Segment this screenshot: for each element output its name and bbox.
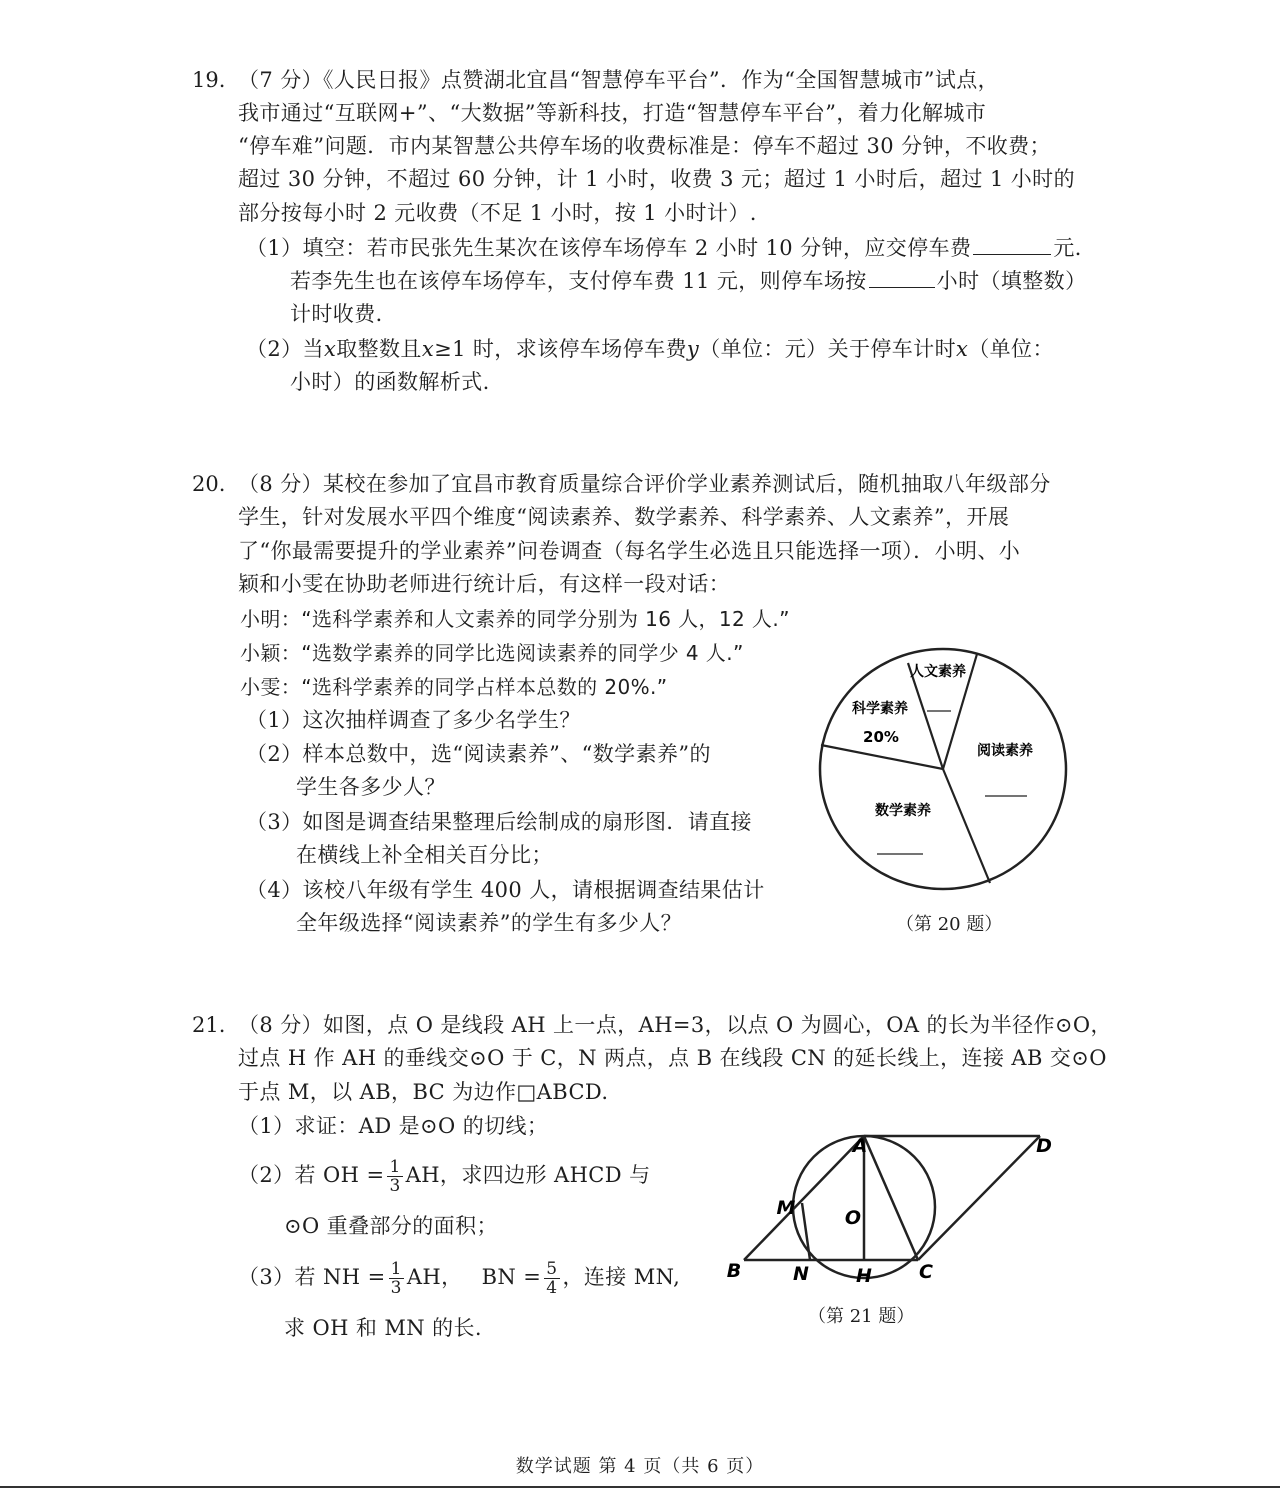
q19-part1-line-c: 计时收费．: [290, 302, 397, 326]
q19-part1-text: （1）填空：若市民张先生某次在该停车场停车 2 小时 10 分钟，应交停车费: [246, 236, 972, 260]
var-x: x: [421, 337, 435, 361]
pie-divider-4: [821, 745, 943, 769]
q21-p2-seg2: AH，求四边形 AHCD 与: [405, 1163, 651, 1187]
q20-text-line-4: 颖和小雯在协助老师进行统计后，有这样一段对话：: [238, 572, 731, 596]
fraction-one-third: [387, 1158, 402, 1195]
var-x: x: [323, 337, 337, 361]
label-c: C: [919, 1261, 933, 1283]
q19-number: 19.: [192, 68, 226, 92]
fraction-numerator: 1: [390, 1259, 402, 1279]
q19-text-line-5: 部分按每小时 2 元收费（不足 1 小时，按 1 小时计）.: [238, 201, 757, 225]
q20-part1: （1）这次抽样调查了多少名学生？: [246, 708, 581, 732]
fraction-numerator: 5: [546, 1259, 558, 1279]
fraction-denominator: 3: [389, 1176, 401, 1196]
dialog-xiaoying: 小颖：“选数学素养的同学比选阅读素养的同学少 4 人.”: [240, 641, 744, 665]
q20-part4-a: （4）该校八年级有学生 400 人，请根据调查结果估计: [246, 878, 765, 902]
pie-label-renwen: 人文素养: [910, 664, 966, 680]
fraction-one-third: [389, 1260, 404, 1297]
fraction-denominator: 4: [546, 1278, 558, 1298]
q21-text-line-3: 于点 M，以 AB，BC 为边作□ABCD.: [238, 1080, 609, 1104]
q20-part3-b: 在横线上补全相关百分比；: [296, 843, 553, 867]
q21-text-line-1: （8 分）如图，点 O 是线段 AH 上一点，AH=3，以点 O 为圆心，OA 的长为半径作⊙O，: [238, 1013, 1112, 1037]
q19-part1b-end: 小时（填整数）: [936, 269, 1087, 293]
q21-part3-line-b: 求 OH 和 MN 的长.: [284, 1316, 482, 1340]
dialog-xiaowen: 小雯：“选科学素养的同学占样本总数的 20%.”: [240, 675, 668, 699]
answer-blank-hours: [869, 265, 935, 288]
label-h: H: [856, 1265, 872, 1287]
q20-part4-b: 全年级选择“阅读素养”的学生有多少人？: [296, 911, 683, 935]
q19-part1-end: 元．: [1053, 236, 1097, 260]
q21-part1: （1）求证：AD 是⊙O 的切线；: [238, 1114, 549, 1138]
segment-ac: [864, 1136, 918, 1260]
q20-figure-caption: （第 20 题）: [896, 914, 1003, 935]
var-y: y: [686, 337, 700, 361]
q21-text-line-2: 过点 H 作 AH 的垂线交⊙O 于 C，N 两点，点 B 在线段 CN 的延长线上，连接 AB 交⊙O: [238, 1046, 1107, 1070]
label-d: D: [1036, 1135, 1052, 1157]
q20-text-line-3: 了“你最需要提升的学业素养”问卷调查（每名学生必选且只能选择一项）．小明、小: [238, 539, 1021, 563]
label-b: B: [726, 1260, 742, 1282]
q21-number: 21.: [192, 1013, 226, 1037]
dialog-xiaoming: 小明：“选科学素养和人文素养的同学分别为 16 人，12 人.”: [240, 607, 790, 631]
geometry-figure: [722, 1130, 1062, 1305]
q19-part2-line-b: 小时）的函数解析式.: [290, 370, 490, 394]
label-m: M: [776, 1197, 796, 1219]
q19-part1-line-a: [246, 232, 1096, 265]
q19-p2-seg1: （2）当: [246, 337, 324, 361]
q21-p3-seg1: （3）若 NH =: [238, 1265, 386, 1289]
label-o: O: [844, 1207, 862, 1229]
pie-label-kexue-pct: 20%: [863, 728, 899, 746]
segment-mn: [802, 1203, 810, 1260]
q20-number: 20.: [192, 472, 226, 496]
q19-text-line-3: “停车难”问题．市内某智慧公共停车场的收费标准是：停车不超过 30 分钟，不收费；: [238, 134, 1051, 158]
pie-chart-figure: [815, 645, 1075, 900]
pie-label-yuedu: 阅读素养: [977, 743, 1033, 759]
answer-blank-fee: [973, 232, 1051, 255]
q19-p2-seg5: （单位：: [968, 337, 1054, 361]
q20-part2-b: 学生各多少人？: [296, 775, 446, 799]
label-n: N: [793, 1263, 809, 1285]
q20-text-line-2: 学生，针对发展水平四个维度“阅读素养、数学素养、科学素养、人文素养”，开展: [238, 505, 1010, 529]
page-footer: 数学试题 第 4 页（共 6 页）: [515, 1456, 765, 1477]
q20-part2-a: （2）样本总数中，选“阅读素养”、“数学素养”的: [246, 742, 711, 766]
pie-divider-3: [943, 769, 990, 883]
segment-ab: [744, 1136, 864, 1260]
segment-dc: [918, 1136, 1040, 1260]
q19-part2-line-a: [246, 333, 1054, 366]
q21-part2-line-b: ⊙O 重叠部分的面积；: [284, 1214, 498, 1238]
fraction-denominator: 3: [390, 1278, 402, 1298]
q19-part1-line-b: [290, 265, 1086, 298]
label-a: A: [852, 1135, 868, 1157]
q20-text-line-1: （8 分）某校在参加了宜昌市教育质量综合评价学业素养测试后，随机抽取八年级部分: [238, 472, 1051, 496]
q19-p2-seg3: ≥1 时，求该停车场停车费: [434, 337, 687, 361]
pie-label-kexue: 科学素养: [852, 701, 908, 717]
q21-p3-seg4: ，连接 MN,: [562, 1265, 681, 1289]
fraction-numerator: 1: [389, 1157, 401, 1177]
q19-part1b-text: 若李先生也在该停车场停车，支付停车费 11 元，则停车场按: [290, 269, 867, 293]
q19-p2-seg2: 取整数且: [336, 337, 422, 361]
q21-part3-line-a: [238, 1257, 680, 1297]
var-x: x: [956, 337, 969, 361]
pie-label-shuxue: 数学素养: [875, 803, 931, 819]
q19-p2-seg4: （单位：元）关于停车计时: [699, 337, 956, 361]
q21-figure-caption: （第 21 题）: [808, 1306, 915, 1327]
q19-text-line-4: 超过 30 分钟，不超过 60 分钟，计 1 小时，收费 3 元；超过 1 小时后，超过 1 小时的: [238, 167, 1075, 191]
q21-p3-seg2: AH，: [406, 1265, 463, 1289]
q20-part3-a: （3）如图是调查结果整理后绘制成的扇形图．请直接: [246, 810, 752, 834]
q21-p2-seg1: （2）若 OH =: [238, 1163, 385, 1187]
fraction-five-fourths: [544, 1260, 559, 1297]
q19-text-line-2: 我市通过“互联网+”、“大数据”等新科技，打造“智慧停车平台”，着力化解城市: [238, 101, 987, 125]
q19-text-line-1: （7 分）《人民日报》点赞湖北宜昌“智慧停车平台”．作为“全国智慧城市”试点，: [238, 68, 1000, 92]
q21-p3-seg3: BN =: [481, 1265, 542, 1289]
q21-part2-line-a: [238, 1155, 650, 1195]
